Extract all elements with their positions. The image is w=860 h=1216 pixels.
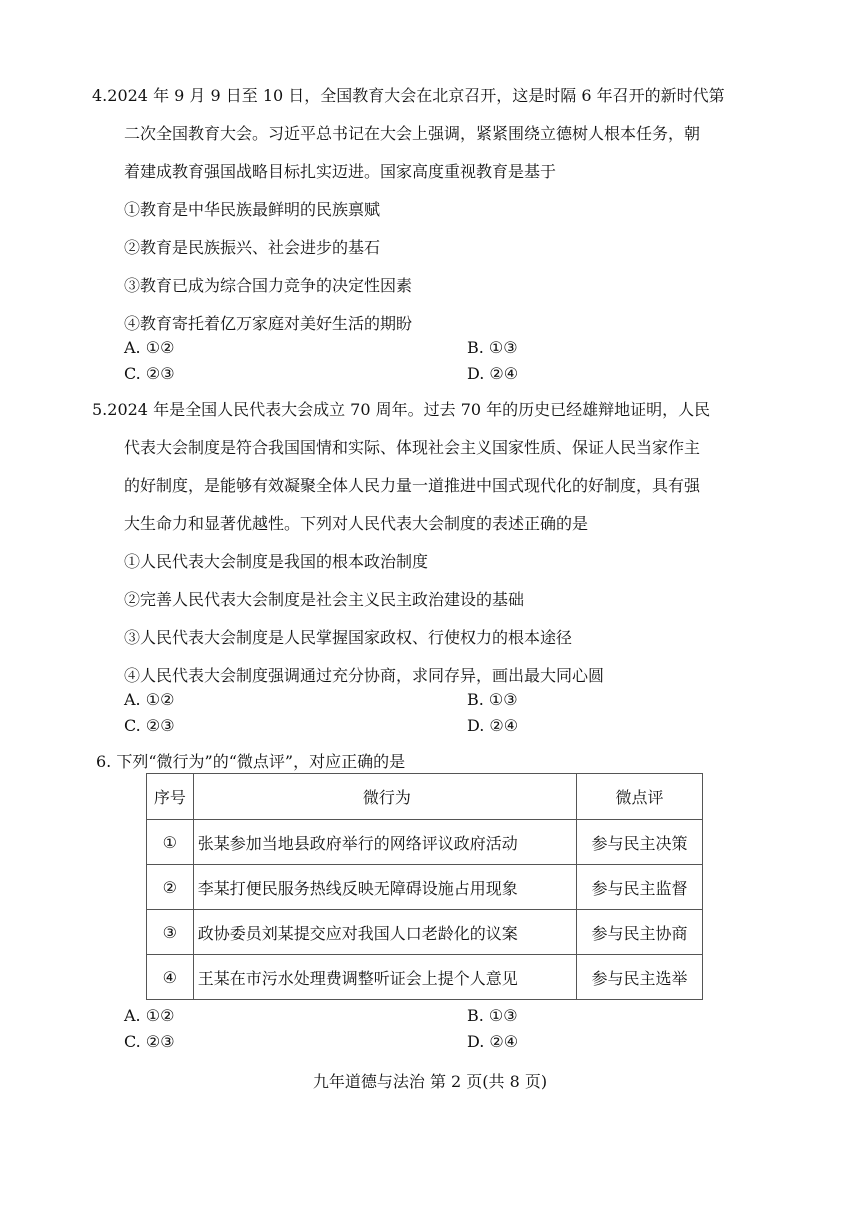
q4-statement-4: ④教育寄托着亿万家庭对美好生活的期盼: [124, 314, 413, 333]
q5-statement-1: ①人民代表大会制度是我国的根本政治制度: [124, 552, 429, 571]
table-row: [147, 910, 703, 955]
row-action: 李某打便民服务热线反映无障碍设施占用现象: [193, 865, 576, 910]
q5-option-c: C. ②③: [124, 716, 175, 735]
table-header-action: 微行为: [193, 774, 576, 820]
table-row: [147, 955, 703, 1000]
q6-option-a: A. ①②: [124, 1006, 175, 1025]
q5-statement-3: ③人民代表大会制度是人民掌握国家政权、行使权力的根本途径: [124, 628, 573, 647]
table-row: [147, 865, 703, 910]
q5-statement-2: ②完善人民代表大会制度是社会主义民主政治建设的基础: [124, 590, 525, 609]
q4-stem-line-3: 着建成教育强国战略目标扎实迈进。国家高度重视教育是基于: [124, 162, 557, 181]
q6-stem: 6. 下列“微行为”的“微点评”，对应正确的是: [96, 752, 406, 771]
row-comment: 参与民主监督: [577, 865, 703, 910]
page-footer: 九年道德与法治 第 2 页(共 8 页): [312, 1072, 548, 1091]
q5-stem-line-3: 的好制度，是能够有效凝聚全体人民力量一道推进中国式现代化的好制度，具有强: [124, 476, 701, 495]
q5-statement-4: ④人民代表大会制度强调通过充分协商，求同存异，画出最大同心圆: [124, 666, 605, 685]
table-header-comment: 微点评: [577, 774, 703, 820]
q4-statement-1: ①教育是中华民族最鲜明的民族禀赋: [124, 200, 381, 219]
q5-stem-line-1: 5.2024 年是全国人民代表大会成立 70 周年。过去 70 年的历史已经雄辩地证明，人民: [92, 400, 711, 419]
q5-option-d: D. ②④: [467, 716, 519, 735]
row-comment: 参与民主决策: [577, 820, 703, 865]
row-action: 政协委员刘某提交应对我国人口老龄化的议案: [193, 910, 576, 955]
q4-statement-3: ③教育已成为综合国力竞争的决定性因素: [124, 276, 413, 295]
row-action: 张某参加当地县政府举行的网络评议政府活动: [193, 820, 576, 865]
q4-option-a: A. ①②: [124, 338, 175, 357]
row-action: 王某在市污水处理费调整听证会上提个人意见: [193, 955, 576, 1000]
q4-statement-2: ②教育是民族振兴、社会进步的基石: [124, 238, 381, 257]
table-header-number: 序号: [147, 774, 194, 820]
row-comment: 参与民主选举: [577, 955, 703, 1000]
q4-option-c: C. ②③: [124, 364, 175, 383]
q4-option-b: B. ①③: [467, 338, 518, 357]
table-header-row: [147, 774, 703, 820]
q6-option-b: B. ①③: [467, 1006, 518, 1025]
q5-stem-line-2: 代表大会制度是符合我国国情和实际、体现社会主义国家性质、保证人民当家作主: [124, 438, 701, 457]
row-number: ④: [147, 955, 194, 1000]
q4-stem-line-1: 4.2024 年 9 月 9 日至 10 日，全国教育大会在北京召开，这是时隔 6 年召开的新时代第: [92, 86, 725, 105]
q6-option-d: D. ②④: [467, 1032, 519, 1051]
q5-stem-line-4: 大生命力和显著优越性。下列对人民代表大会制度的表述正确的是: [124, 514, 589, 533]
row-number: ①: [147, 820, 194, 865]
q5-option-a: A. ①②: [124, 690, 175, 709]
q6-option-c: C. ②③: [124, 1032, 175, 1051]
q6-table: [146, 773, 703, 1000]
q4-stem-line-2: 二次全国教育大会。习近平总书记在大会上强调，紧紧围绕立德树人根本任务，朝: [124, 124, 701, 143]
row-number: ②: [147, 865, 194, 910]
q4-option-d: D. ②④: [467, 364, 519, 383]
q5-option-b: B. ①③: [467, 690, 518, 709]
row-comment: 参与民主协商: [577, 910, 703, 955]
table-row: [147, 820, 703, 865]
row-number: ③: [147, 910, 194, 955]
